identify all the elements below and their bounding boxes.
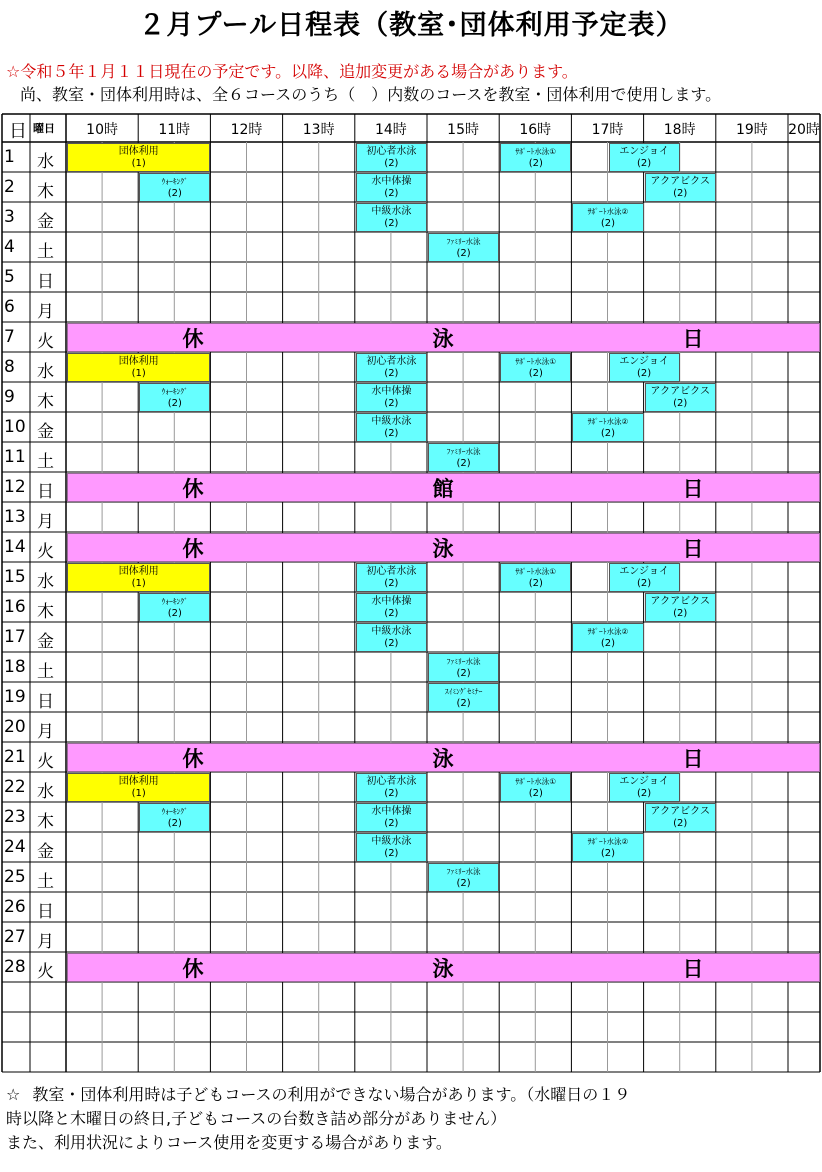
event-block[interactable] xyxy=(139,383,210,412)
event-block[interactable] xyxy=(356,593,427,622)
closed-day-bar xyxy=(67,533,820,562)
event-name: アクアビクス xyxy=(650,385,710,397)
event-course-count: (2) xyxy=(637,157,652,169)
event-course-count: (2) xyxy=(384,847,399,859)
event-block[interactable] xyxy=(356,173,427,202)
day-number: 18 xyxy=(4,657,26,677)
day-number: 1 xyxy=(4,147,15,167)
event-block[interactable] xyxy=(428,863,499,892)
weekday: 木 xyxy=(37,392,54,412)
event-name: ｽｲﾐﾝｸﾞｾﾐﾅｰ xyxy=(444,686,483,696)
event-course-count: (1) xyxy=(131,367,146,379)
event-course-count: (2) xyxy=(167,397,182,409)
hour-header: 14時 xyxy=(374,122,407,138)
weekday: 日 xyxy=(37,902,54,922)
event-course-count: (1) xyxy=(131,157,146,169)
event-course-count: (2) xyxy=(673,187,688,199)
hour-header: 20時 xyxy=(788,122,820,138)
page-title: ２月プール日程表（教室･団体利用予定表） xyxy=(138,9,684,41)
event-block[interactable] xyxy=(139,593,210,622)
weekday: 金 xyxy=(37,422,54,442)
event-block[interactable] xyxy=(356,833,427,862)
day-number: 4 xyxy=(4,237,15,257)
weekday: 火 xyxy=(37,752,54,772)
event-course-count: (2) xyxy=(456,457,471,469)
event-course-count: (2) xyxy=(673,817,688,829)
event-course-count: (2) xyxy=(384,427,399,439)
weekday: 日 xyxy=(37,692,54,712)
event-block[interactable] xyxy=(356,143,427,172)
event-name: ｻﾎﾟｰﾄ水泳① xyxy=(515,566,557,576)
closed-day-label: 日 xyxy=(682,746,704,771)
event-name: ｻﾎﾟｰﾄ水泳① xyxy=(515,776,557,786)
event-name: 初心者水泳 xyxy=(366,145,417,157)
event-name: アクアビクス xyxy=(650,175,710,187)
closed-day-label: 泳 xyxy=(432,956,454,981)
event-block[interactable] xyxy=(356,413,427,442)
event-name: ﾌｧﾐﾘｰ水泳 xyxy=(446,656,481,666)
event-course-count: (2) xyxy=(384,397,399,409)
day-number: 3 xyxy=(4,207,15,227)
event-name: ｻﾎﾟｰﾄ水泳② xyxy=(587,626,629,636)
day-number: 21 xyxy=(4,747,26,767)
event-name: 水中体操 xyxy=(371,595,412,607)
weekday: 木 xyxy=(37,182,54,202)
event-name: ｻﾎﾟｰﾄ水泳① xyxy=(515,146,557,156)
event-course-count: (2) xyxy=(637,577,652,589)
event-course-count: (2) xyxy=(673,397,688,409)
event-block[interactable] xyxy=(356,203,427,232)
weekday: 土 xyxy=(37,242,54,262)
closed-day-bar xyxy=(67,743,820,772)
event-name: 初心者水泳 xyxy=(366,355,417,367)
event-course-count: (1) xyxy=(131,787,146,799)
closed-day-label: 休 xyxy=(182,746,204,771)
closed-day-label: 休 xyxy=(182,956,204,981)
closed-day-label: 日 xyxy=(682,476,704,501)
event-course-count: (2) xyxy=(528,787,543,799)
event-name: エンジョイ xyxy=(619,775,669,787)
event-course-count: (2) xyxy=(384,817,399,829)
event-name: ｻﾎﾟｰﾄ水泳② xyxy=(587,416,629,426)
event-block[interactable] xyxy=(500,563,571,592)
event-block[interactable] xyxy=(645,803,716,832)
event-name: 初心者水泳 xyxy=(366,775,417,787)
weekday: 火 xyxy=(37,542,54,562)
event-block[interactable] xyxy=(67,773,210,802)
event-course-count: (2) xyxy=(384,187,399,199)
event-course-count: (2) xyxy=(600,847,616,859)
event-course-count: (2) xyxy=(528,367,543,379)
day-number: 2 xyxy=(4,177,15,197)
footer-notes xyxy=(6,1083,818,1155)
event-course-count: (2) xyxy=(600,217,616,229)
event-name: 中級水泳 xyxy=(371,835,412,847)
event-block[interactable] xyxy=(356,353,427,382)
event-block[interactable] xyxy=(139,173,210,202)
event-name: ﾌｧﾐﾘｰ水泳 xyxy=(446,866,481,876)
day-number: 23 xyxy=(4,807,26,827)
closed-day-bar xyxy=(67,323,820,352)
event-name: 団体利用 xyxy=(118,145,159,157)
event-block[interactable] xyxy=(572,203,643,232)
day-number: 26 xyxy=(4,897,26,917)
closed-day-label: 休 xyxy=(182,476,204,501)
event-name: 中級水泳 xyxy=(371,205,412,217)
event-course-count: (2) xyxy=(456,877,471,889)
weekday: 月 xyxy=(37,512,54,532)
hour-header: 16時 xyxy=(519,122,552,138)
day-number: 25 xyxy=(4,867,26,887)
hour-header: 17時 xyxy=(591,122,624,138)
event-name: エンジョイ xyxy=(619,355,669,367)
event-name: ｳｫｰｷﾝｸﾞ xyxy=(161,176,188,186)
event-name: ｳｫｰｷﾝｸﾞ xyxy=(161,596,188,606)
event-course-count: (2) xyxy=(384,637,399,649)
event-block[interactable] xyxy=(139,803,210,832)
event-course-count: (2) xyxy=(167,187,182,199)
closed-day-label: 日 xyxy=(682,536,704,561)
event-block[interactable] xyxy=(356,803,427,832)
closed-day-bar xyxy=(67,473,820,502)
weekday: 金 xyxy=(37,632,54,652)
event-block[interactable] xyxy=(645,173,716,202)
event-name: ﾌｧﾐﾘｰ水泳 xyxy=(446,446,481,456)
event-course-count: (2) xyxy=(384,577,399,589)
weekday: 月 xyxy=(37,722,54,742)
event-course-count: (2) xyxy=(600,637,616,649)
weekday: 火 xyxy=(37,962,54,982)
event-block[interactable] xyxy=(500,353,571,382)
weekday: 木 xyxy=(37,812,54,832)
event-block[interactable] xyxy=(609,773,680,802)
event-block[interactable] xyxy=(645,593,716,622)
event-block[interactable] xyxy=(572,623,643,652)
weekday: 月 xyxy=(37,302,54,322)
hour-header: 10時 xyxy=(86,122,118,138)
event-name: ｻﾎﾟｰﾄ水泳② xyxy=(587,836,629,846)
weekday: 金 xyxy=(37,842,54,862)
event-name: アクアビクス xyxy=(650,805,710,817)
day-number: 27 xyxy=(4,927,26,947)
event-block[interactable] xyxy=(67,563,210,592)
day-number: 28 xyxy=(4,957,26,977)
weekday: 水 xyxy=(37,362,54,382)
event-name: ｻﾎﾟｰﾄ水泳① xyxy=(515,356,557,366)
day-number: 11 xyxy=(4,447,26,467)
event-name: ｳｫｰｷﾝｸﾞ xyxy=(161,386,188,396)
event-course-count: (2) xyxy=(456,667,471,679)
closed-day-label: 泳 xyxy=(432,536,454,561)
event-block[interactable] xyxy=(428,653,499,682)
weekday: 日 xyxy=(37,482,54,502)
event-block[interactable] xyxy=(356,563,427,592)
event-block[interactable] xyxy=(572,413,643,442)
event-block[interactable] xyxy=(67,143,210,172)
star-icon: ☆ xyxy=(6,1085,21,1104)
hour-header: 12時 xyxy=(230,122,263,138)
closed-day-label: 休 xyxy=(182,326,204,351)
event-block[interactable] xyxy=(67,353,210,382)
weekday: 日 xyxy=(37,272,54,292)
hour-header: 19時 xyxy=(735,122,768,138)
day-number: 12 xyxy=(4,477,26,497)
event-name: 中級水泳 xyxy=(371,625,412,637)
event-course-count: (2) xyxy=(384,787,399,799)
event-block[interactable] xyxy=(356,623,427,652)
event-course-count: (2) xyxy=(167,817,182,829)
event-block[interactable] xyxy=(500,773,571,802)
event-block[interactable] xyxy=(609,353,680,382)
event-name: 団体利用 xyxy=(118,775,159,787)
event-block[interactable] xyxy=(609,563,680,592)
day-number: 15 xyxy=(4,567,26,587)
closed-day-label: 休 xyxy=(182,536,204,561)
event-block[interactable] xyxy=(428,683,499,712)
event-block[interactable] xyxy=(645,383,716,412)
hour-header: 13時 xyxy=(302,122,335,138)
event-block[interactable] xyxy=(356,773,427,802)
closed-day-label: 館 xyxy=(432,476,454,501)
day-number: 19 xyxy=(4,687,26,707)
hour-header: 18時 xyxy=(663,122,696,138)
event-block[interactable] xyxy=(356,383,427,412)
day-number: 13 xyxy=(4,507,26,527)
closed-day-label: 泳 xyxy=(432,746,454,771)
event-name: ﾌｧﾐﾘｰ水泳 xyxy=(446,236,481,246)
weekday-header: 曜日 xyxy=(33,122,55,135)
weekday: 木 xyxy=(37,602,54,622)
day-header: 日 xyxy=(9,121,27,142)
hour-header: 11時 xyxy=(158,122,191,138)
closed-day-label: 日 xyxy=(682,956,704,981)
day-number: 22 xyxy=(4,777,26,797)
day-number: 5 xyxy=(4,267,15,287)
weekday: 水 xyxy=(37,572,54,592)
day-number: 20 xyxy=(4,717,26,737)
event-name: 水中体操 xyxy=(371,805,412,817)
event-block[interactable] xyxy=(500,143,571,172)
day-number: 7 xyxy=(4,327,15,347)
event-course-count: (2) xyxy=(456,697,471,709)
event-name: エンジョイ xyxy=(619,565,669,577)
event-course-count: (2) xyxy=(456,247,471,259)
event-course-count: (1) xyxy=(131,577,146,589)
footer-line-2: 時以降と木曜日の終日,子どもコースの台数き詰め部分がありません） xyxy=(6,1109,507,1128)
event-name: 初心者水泳 xyxy=(366,565,417,577)
event-course-count: (2) xyxy=(384,157,399,169)
weekday: 水 xyxy=(37,152,54,172)
closed-day-bar xyxy=(67,953,820,982)
event-course-count: (2) xyxy=(384,607,399,619)
course-usage-note: 尚、教室・団体利用時は、全６コースのうち（ ）内数のコースを教室・団体利用で使用します。 xyxy=(20,85,722,104)
weekday: 金 xyxy=(37,212,54,232)
event-block[interactable] xyxy=(428,233,499,262)
weekday: 土 xyxy=(37,662,54,682)
event-name: アクアビクス xyxy=(650,595,710,607)
event-name: 中級水泳 xyxy=(371,415,412,427)
closed-day-label: 日 xyxy=(682,326,704,351)
event-course-count: (2) xyxy=(528,577,543,589)
event-course-count: (2) xyxy=(384,217,399,229)
weekday: 水 xyxy=(37,782,54,802)
weekday: 月 xyxy=(37,932,54,952)
event-course-count: (2) xyxy=(637,787,652,799)
event-course-count: (2) xyxy=(167,607,182,619)
day-number: 16 xyxy=(4,597,26,617)
event-course-count: (2) xyxy=(384,367,399,379)
hour-header: 15時 xyxy=(447,122,479,138)
event-course-count: (2) xyxy=(528,157,543,169)
day-number: 9 xyxy=(4,387,15,407)
event-name: 水中体操 xyxy=(371,175,412,187)
event-course-count: (2) xyxy=(637,367,652,379)
day-number: 8 xyxy=(4,357,15,377)
event-name: ｳｫｰｷﾝｸﾞ xyxy=(161,806,188,816)
day-number: 24 xyxy=(4,837,26,857)
footer-line-3: また、利用状況によりコース使用を変更する場合があります。 xyxy=(6,1133,452,1152)
weekday: 土 xyxy=(37,452,54,472)
event-course-count: (2) xyxy=(673,607,688,619)
event-name: 団体利用 xyxy=(118,355,159,367)
day-number: 10 xyxy=(4,417,26,437)
event-block[interactable] xyxy=(428,443,499,472)
event-name: 団体利用 xyxy=(118,565,159,577)
weekday: 火 xyxy=(37,332,54,352)
day-number: 14 xyxy=(4,537,26,557)
event-course-count: (2) xyxy=(600,427,616,439)
day-number: 6 xyxy=(4,297,15,317)
footer-line-1: 教室・団体利用時は子どもコースの利用ができない場合があります。（水曜日の１９ xyxy=(32,1085,631,1104)
event-name: 水中体操 xyxy=(371,385,412,397)
event-block[interactable] xyxy=(572,833,643,862)
update-notice: ☆令和５年１月１１日現在の予定です。以降、追加変更がある場合があります。 xyxy=(6,62,578,81)
weekday: 土 xyxy=(37,872,54,892)
event-name: ｻﾎﾟｰﾄ水泳② xyxy=(587,206,629,216)
event-name: エンジョイ xyxy=(619,145,669,157)
day-number: 17 xyxy=(4,627,26,647)
event-block[interactable] xyxy=(609,143,680,172)
closed-day-label: 泳 xyxy=(432,326,454,351)
